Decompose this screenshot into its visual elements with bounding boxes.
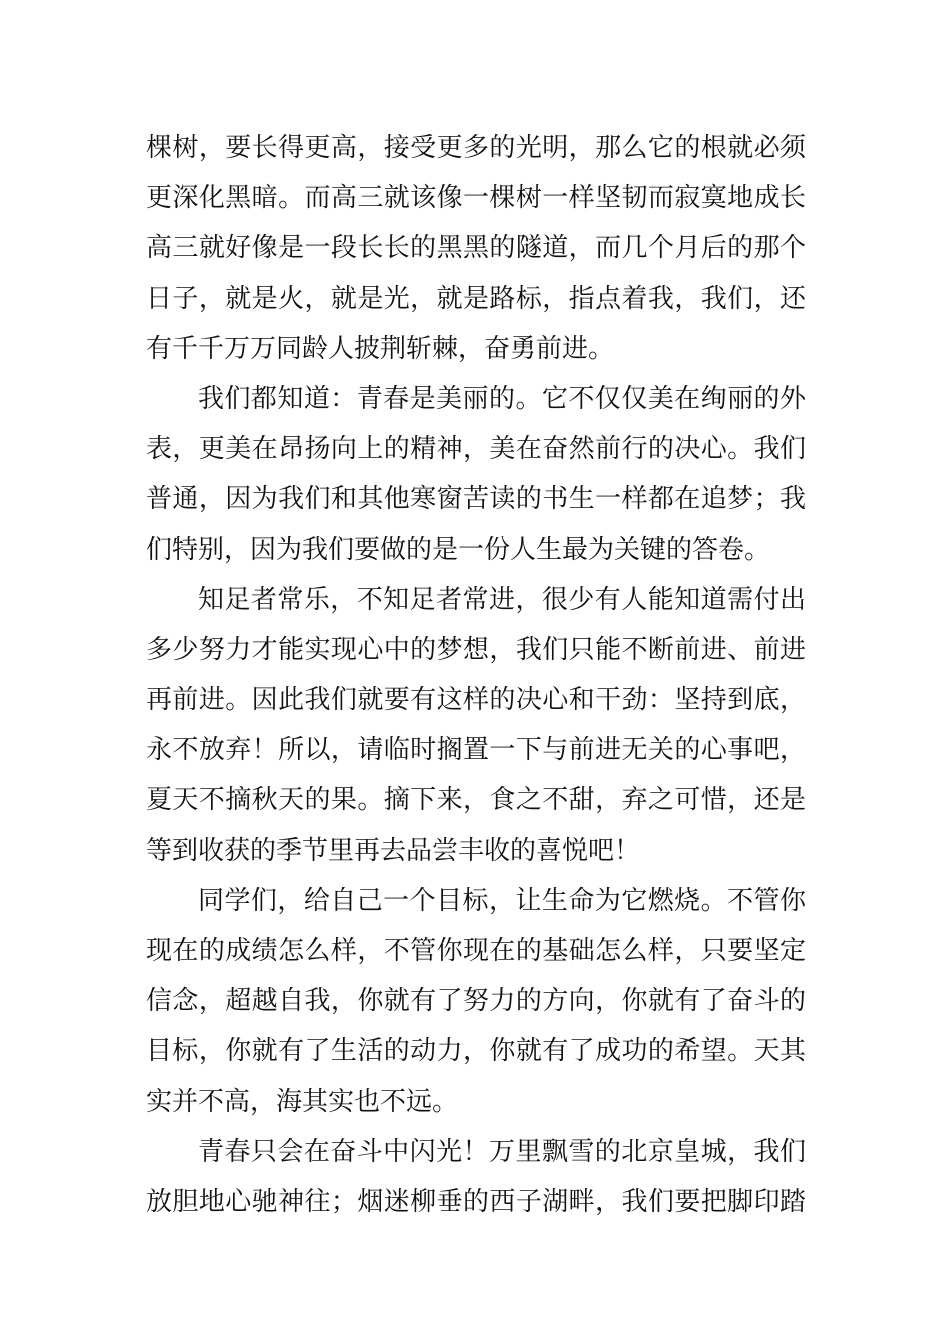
text-line: 们特别，因为我们要做的是一份人生最为关键的答卷。 xyxy=(146,534,771,565)
text-line: 夏天不摘秋天的果。摘下来，食之不甜，弃之可惜，还是 xyxy=(146,785,806,816)
text-line: 多少努力才能实现心中的梦想，我们只能不断前进、前进 xyxy=(146,634,806,665)
text-line: 再前进。因此我们就要有这样的决心和干劲：坚持到底， xyxy=(146,685,806,716)
body-text xyxy=(146,123,806,1227)
text-line: 有千千万万同龄人披荆斩棘，奋勇前进。 xyxy=(146,333,615,364)
text-line: 高三就好像是一段长长的黑黑的隧道，而几个月后的那个 xyxy=(146,233,806,264)
text-line: 现在的成绩怎么样，不管你现在的基础怎么样，只要坚定 xyxy=(146,936,806,966)
text-line: 信念，超越自我，你就有了努力的方向，你就有了奋斗的 xyxy=(146,986,806,1017)
text-line: 日子，就是火，就是光，就是路标，指点着我，我们，还 xyxy=(146,283,806,314)
text-line: 目标，你就有了生活的动力，你就有了成功的希望。天其 xyxy=(146,1036,806,1067)
text-line: 棵树，要长得更高，接受更多的光明，那么它的根就必须 xyxy=(146,133,806,163)
text-line: 表，更美在昂扬向上的精神，美在奋然前行的决心。我们 xyxy=(146,434,806,465)
text-line: 普通，因为我们和其他寒窗苦读的书生一样都在追梦；我 xyxy=(146,484,806,515)
text-line: 永不放弃！所以，请临时搁置一下与前进无关的心事吧， xyxy=(146,735,806,766)
text-line: 同学们，给自己一个目标，让生命为它燃烧。不管你 xyxy=(198,885,806,916)
text-line: 知足者常乐，不知足者常进，很少有人能知道需付出 xyxy=(198,584,806,615)
text-line: 实并不高，海其实也不远。 xyxy=(146,1086,459,1117)
text-line: 更深化黑暗。而高三就该像一棵树一样坚韧而寂寞地成长 xyxy=(146,183,806,214)
text-line: 放胆地心驰神往；烟迷柳垂的西子湖畔，我们要把脚印踏 xyxy=(146,1186,806,1217)
text-line: 青春只会在奋斗中闪光！万里飘雪的北京皇城，我们 xyxy=(198,1136,806,1167)
text-line: 我们都知道：青春是美丽的。它不仅仅美在绚丽的外 xyxy=(198,383,806,414)
text-line: 等到收获的季节里再去品尝丰收的喜悦吧！ xyxy=(146,835,641,866)
